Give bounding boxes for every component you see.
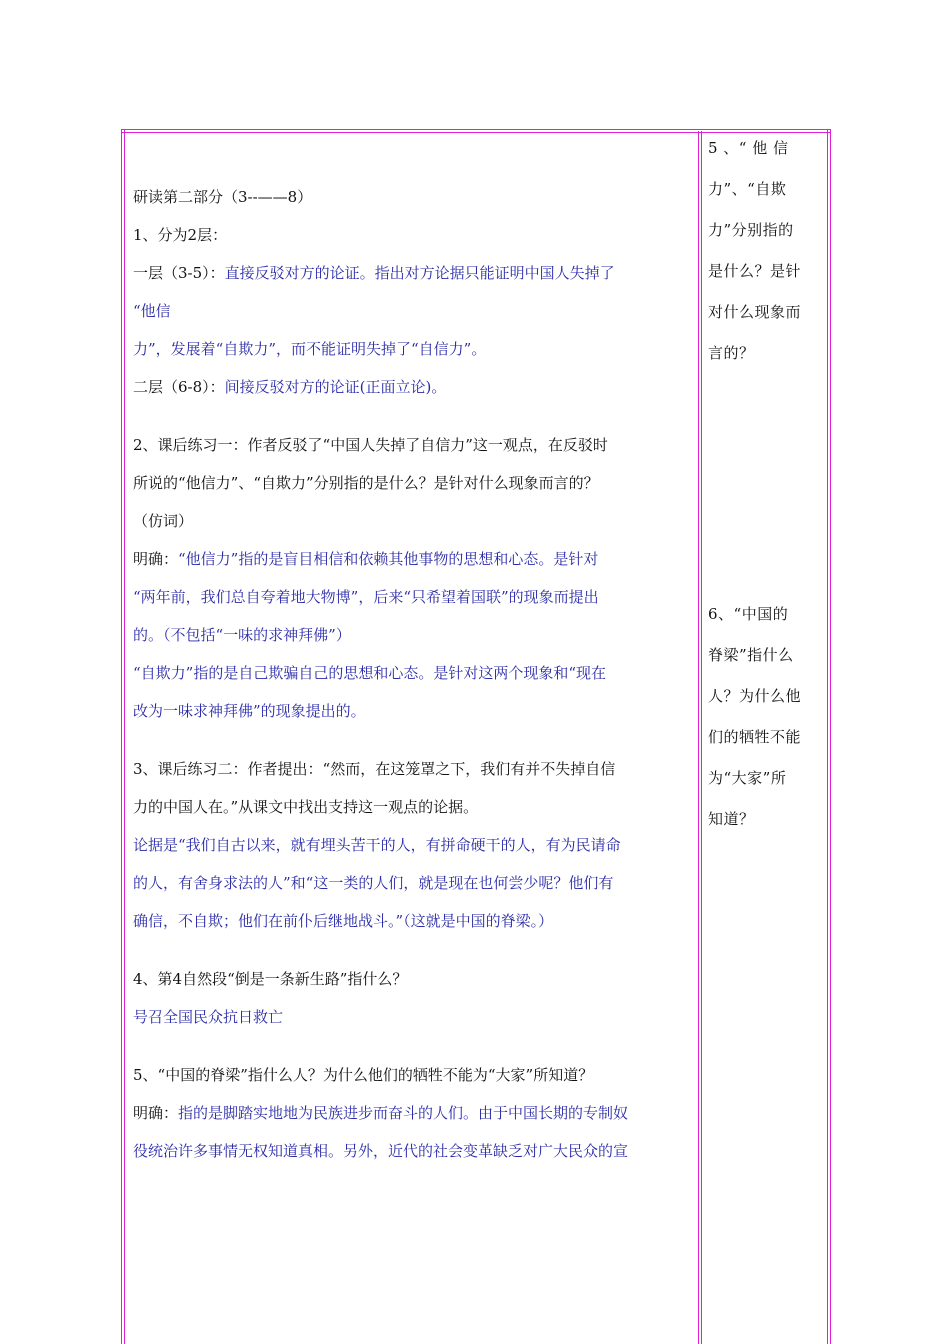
side-note-6 — [708, 594, 816, 840]
layer1-line2: “他信 — [133, 302, 171, 320]
layer1-line1: 一层（3-5）：直接反驳对方的论证。指出对方论据只能证明中国人失掉了 — [133, 264, 615, 282]
side-note-5-line: 5 、“ 他 信 — [708, 139, 789, 157]
side-note-5-line: 力”分别指的 — [708, 221, 794, 239]
side-note-6-line: 知道？ — [708, 810, 755, 828]
answer2-line4: “自欺力”指的是自己欺骗自己的思想和心态。是针对这两个现象和“现在 — [133, 664, 607, 682]
layer2-line: 二层（6-8）：间接反驳对方的论证(正面立论)。 — [133, 378, 447, 396]
answer2-line1: 明确：“他信力”指的是盲目相信和依赖其他事物的思想和心态。是针对 — [133, 550, 599, 568]
side-note-5 — [708, 128, 816, 374]
answer2-line2: “两年前，我们总自夸着地大物博”，后来“只希望着国联”的现象而提出 — [133, 588, 599, 606]
layer1-line3: 力”，发展着“自欺力”，而不能证明失掉了“自信力”。 — [133, 340, 487, 358]
side-note-5-line: 是什么？是针 — [708, 262, 802, 280]
question5-line1: 5、“中国的脊梁”指什么人？为什么他们的牺牲不能为“大家”所知道？ — [133, 1066, 594, 1084]
side-note-6-line: 脊梁”指什么 — [708, 646, 794, 664]
answer4-line1: 号召全国民众抗日救亡 — [133, 1008, 284, 1026]
question2-line2: 所说的“他信力”、“自欺力”分别指的是什么？是针对什么现象而言的？ — [133, 474, 599, 492]
side-note-6-line: 人？为什么他 — [708, 687, 802, 705]
section-heading: 研读第二部分（3--——8） — [133, 188, 313, 206]
answer5-line2: 役统治许多事情无权知道真相。另外，近代的社会变革缺乏对广大民众的宣 — [133, 1142, 629, 1160]
answer3-line2: 的人，有舍身求法的人”和“这一类的人们，就是现在也何尝少呢？他们有 — [133, 874, 614, 892]
answer2-line3: 的。（不包括“一味的求神拜佛”） — [133, 626, 351, 644]
layers-intro: 1、分为2层： — [133, 226, 228, 244]
question2-line1: 2、课后练习一：作者反驳了“中国人失掉了自信力”这一观点，在反驳时 — [133, 436, 608, 454]
main-column — [133, 140, 693, 1170]
side-note-5-line: 对什么现象而 — [708, 303, 802, 321]
side-note-6-line: 为“大家”所 — [708, 769, 787, 787]
answer2-line5: 改为一味求神拜佛”的现象提出的。 — [133, 702, 366, 720]
question3-line1: 3、课后练习二：作者提出：“然而，在这笼罩之下，我们有并不失掉自信 — [133, 760, 616, 778]
side-note-5-line: 言的？ — [708, 344, 755, 362]
side-note-6-line: 6、“中国的 — [708, 605, 789, 623]
side-note-6-line: 们的牺牲不能 — [708, 728, 802, 746]
question2-line3: （仿词） — [133, 512, 194, 530]
answer3-line1: 论据是“我们自古以来，就有埋头苦干的人，有拼命硬干的人，有为民请命 — [133, 836, 621, 854]
answer3-line3: 确信，不自欺；他们在前仆后继地战斗。”（这就是中国的脊梁。） — [133, 912, 554, 930]
question3-line2: 力的中国人在。”从课文中找出支持这一观点的论据。 — [133, 798, 479, 816]
question4-line1: 4、第4自然段“倒是一条新生路”指什么？ — [133, 970, 408, 988]
side-note-5-line: 力”、“自欺 — [708, 180, 787, 198]
answer5-line1: 明确：指的是脚踏实地地为民族进步而奋斗的人们。由于中国长期的专制奴 — [133, 1104, 629, 1122]
column-divider — [698, 131, 702, 1344]
